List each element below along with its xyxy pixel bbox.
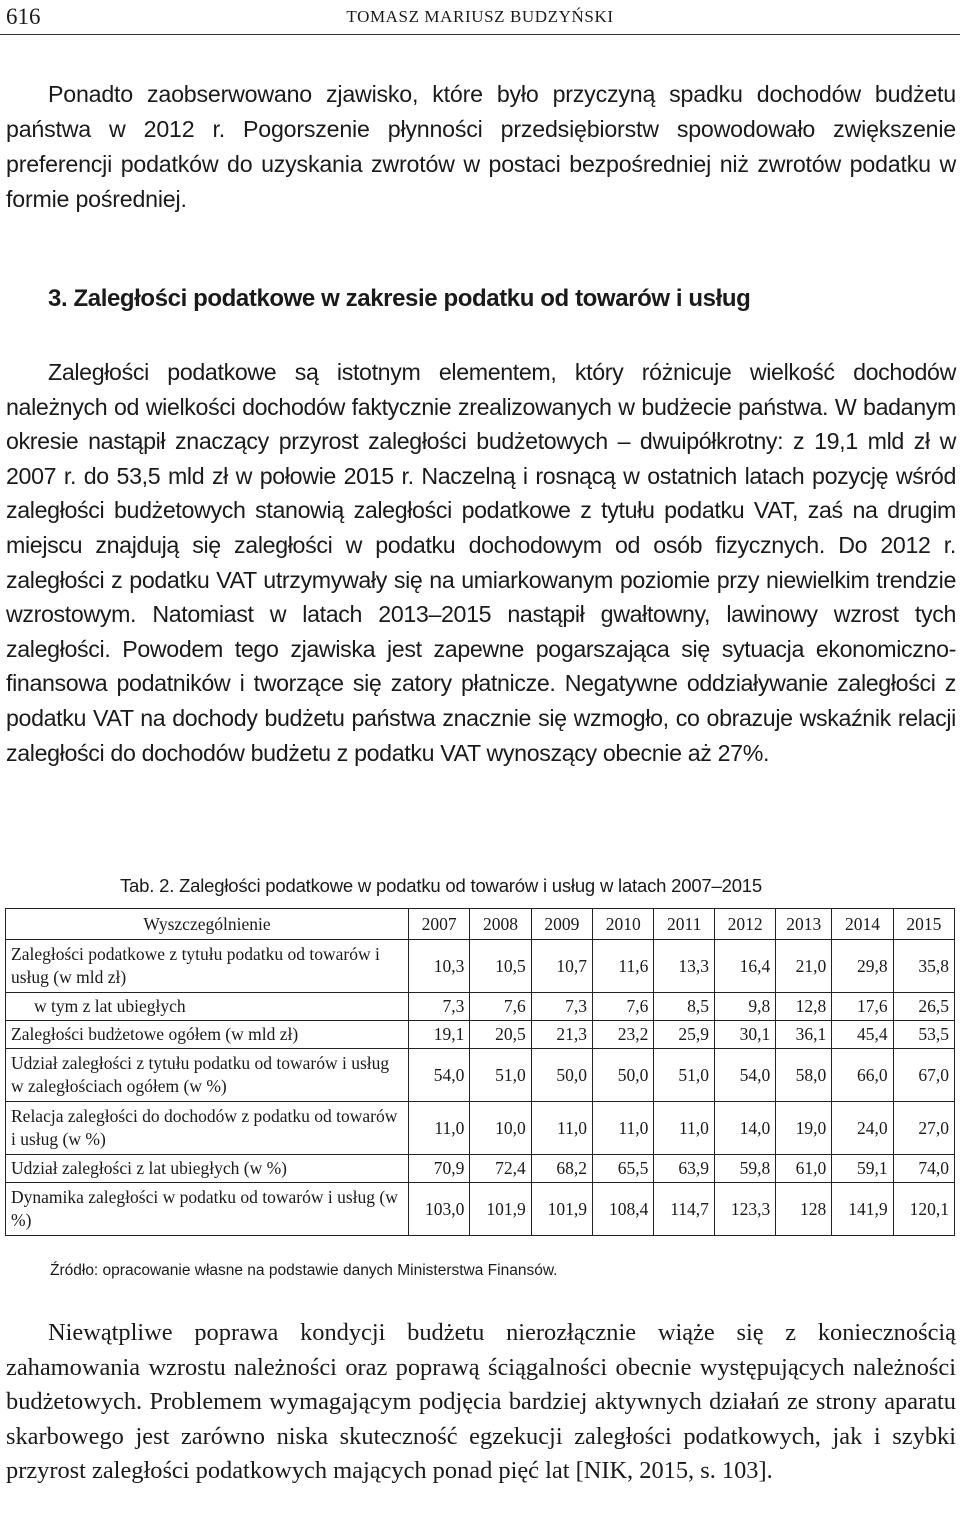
table-cell: 10,0 xyxy=(470,1102,531,1155)
table-cell: 72,4 xyxy=(470,1155,531,1183)
table-cell: 19,0 xyxy=(776,1102,832,1155)
table-cell: 45,4 xyxy=(832,1021,893,1049)
table-cell: 20,5 xyxy=(470,1021,531,1049)
header-cell-label: Wyszczególnienie xyxy=(6,909,409,940)
row-label: Zaległości podatkowe z tytułu podatku od towarów i usług (w mld zł) xyxy=(6,940,409,993)
vat-arrears-table xyxy=(5,908,955,1236)
table-cell: 24,0 xyxy=(832,1102,893,1155)
table-cell: 11,0 xyxy=(409,1102,470,1155)
table-cell: 11,0 xyxy=(654,1102,715,1155)
table-cell: 128 xyxy=(776,1183,832,1236)
table-cell: 7,6 xyxy=(593,993,654,1021)
table-cell: 25,9 xyxy=(654,1021,715,1049)
table-cell: 35,8 xyxy=(893,940,954,993)
table-cell: 13,3 xyxy=(654,940,715,993)
row-label: Relacja zaległości do dochodów z podatku od towarów i usług (w %) xyxy=(6,1102,409,1155)
table-cell: 59,1 xyxy=(832,1155,893,1183)
table-cell: 70,9 xyxy=(409,1155,470,1183)
row-label: Udział zaległości z lat ubiegłych (w %) xyxy=(6,1155,409,1183)
table-cell: 114,7 xyxy=(654,1183,715,1236)
running-head-author: TOMASZ MARIUSZ BUDZYŃSKI xyxy=(346,7,614,26)
header-cell-year: 2012 xyxy=(714,909,775,940)
table-cell: 101,9 xyxy=(531,1183,592,1236)
table-cell: 11,0 xyxy=(593,1102,654,1155)
page-number: 616 xyxy=(6,4,41,29)
table-cell: 10,7 xyxy=(531,940,592,993)
table-cell: 50,0 xyxy=(531,1049,592,1102)
table-source-note: Źródło: opracowanie własne na podstawie danych Ministerstwa Finansów. xyxy=(50,1262,558,1279)
table-cell: 26,5 xyxy=(893,993,954,1021)
table-cell: 11,0 xyxy=(531,1102,592,1155)
table-row xyxy=(6,1049,955,1102)
paragraph-intro: Ponadto zaobserwowano zjawisko, które było przyczyną spadku dochodów budżetu państwa w 2012 r. Pogorszenie płynności przedsiębiorstw spowodowało zwiększenie preferencji podatków do uzyskania zwrotów w postaci bezpośredniej niż zwrotów podatku w formie pośredniej. xyxy=(6,81,956,212)
header-cell-year: 2009 xyxy=(531,909,592,940)
header-cell-year: 2007 xyxy=(409,909,470,940)
table-cell: 141,9 xyxy=(832,1183,893,1236)
table-cell: 101,9 xyxy=(470,1183,531,1236)
table-cell: 27,0 xyxy=(893,1102,954,1155)
table-cell: 51,0 xyxy=(654,1049,715,1102)
table-cell: 17,6 xyxy=(832,993,893,1021)
paragraph-arrears: Zaległości podatkowe są istotnym elementem, który różnicuje wielkość dochodów należnych od wielkości dochodów faktycznie zrealizowanych w budżecie państwa. W badanym okresie nastąpił znaczący przyrost zaległości budżetowych – dwuipółkrotny: z 19,1 mld zł w 2007 r. do 53,5 mld zł w połowie 2015 r. Naczelną i rosnącą w ostatnich latach pozycję wśród zaległości budżetowych stanowią zaległości podatkowe z tytułu podatku VAT, zaś na drugim miejscu znajdują się zaległości w podatku dochodowym od osób fizycznych. Do 2012 r. zaległości z podatku VAT utrzymywały się na umiarkowanym poziomie przy niewielkim trendzie wzrostowym. Natomiast w latach 2013–2015 nastąpił gwałtowny, lawinowy wzrost tych zaległości. Powodem tego zjawiska jest zapewne pogarszająca się sytuacja ekonomiczno-finansowa podatników i tworzące się zatory płatnicze. Negatywne oddziaływanie zaległości z podatku VAT na dochody budżetu państwa znacznie się wzmogło, co obrazuje wskaźnik relacji zaległości do dochodów budżetu z podatku VAT wynoszący obecnie aż 27%. xyxy=(6,359,956,766)
table-cell: 120,1 xyxy=(893,1183,954,1236)
table-cell: 66,0 xyxy=(832,1049,893,1102)
table-cell: 63,9 xyxy=(654,1155,715,1183)
table-cell: 67,0 xyxy=(893,1049,954,1102)
table-cell: 7,6 xyxy=(470,993,531,1021)
table-row xyxy=(6,993,955,1021)
table-cell: 103,0 xyxy=(409,1183,470,1236)
table-cell: 29,8 xyxy=(832,940,893,993)
table-cell: 8,5 xyxy=(654,993,715,1021)
table-cell: 11,6 xyxy=(593,940,654,993)
table-cell: 21,3 xyxy=(531,1021,592,1049)
table-cell: 30,1 xyxy=(714,1021,775,1049)
table-cell: 68,2 xyxy=(531,1155,592,1183)
row-label: Dynamika zaległości w podatku od towarów i usług (w %) xyxy=(6,1183,409,1236)
table-cell: 61,0 xyxy=(776,1155,832,1183)
table-cell: 53,5 xyxy=(893,1021,954,1049)
page-header xyxy=(0,0,960,34)
table-cell: 54,0 xyxy=(714,1049,775,1102)
header-cell-year: 2014 xyxy=(832,909,893,940)
header-cell-year: 2013 xyxy=(776,909,832,940)
row-label: Udział zaległości z tytułu podatku od towarów i usług w zaległościach ogółem (w %) xyxy=(6,1049,409,1102)
table-cell: 7,3 xyxy=(409,993,470,1021)
paragraph-conclusion: Niewątpliwe poprawa kondycji budżetu nierozłącznie wiąże się z koniecznością zahamowania wzrostu należności oraz poprawą ściągalności obecnie występujących należności budżetowych. Problemem wymagającym podjęcia bardziej aktywnych działań ze strony aparatu skarbowego jest zarówno niska skuteczność egzekucji zaległości podatkowych, jak i szybki przyrost zaległości podatkowych mających ponad pięć lat [NIK, 2015, s. 103]. xyxy=(6,1319,956,1484)
table-cell: 51,0 xyxy=(470,1049,531,1102)
table-cell: 54,0 xyxy=(409,1049,470,1102)
section-heading: 3. Zaległości podatkowe w zakresie podatku od towarów i usług xyxy=(48,285,751,312)
table-caption: Tab. 2. Zaległości podatkowe w podatku od towarów i usług w latach 2007–2015 xyxy=(120,875,762,896)
header-cell-year: 2011 xyxy=(654,909,715,940)
table-cell: 59,8 xyxy=(714,1155,775,1183)
table-row xyxy=(6,1155,955,1183)
table-cell: 65,5 xyxy=(593,1155,654,1183)
table-cell: 10,5 xyxy=(470,940,531,993)
table-cell: 12,8 xyxy=(776,993,832,1021)
table-cell: 50,0 xyxy=(593,1049,654,1102)
table-cell: 36,1 xyxy=(776,1021,832,1049)
table-row xyxy=(6,1183,955,1236)
table-cell: 108,4 xyxy=(593,1183,654,1236)
header-cell-year: 2010 xyxy=(593,909,654,940)
table-cell: 16,4 xyxy=(714,940,775,993)
table-row xyxy=(6,940,955,993)
header-cell-year: 2015 xyxy=(893,909,954,940)
row-label: w tym z lat ubiegłych xyxy=(6,993,409,1021)
table-cell: 9,8 xyxy=(714,993,775,1021)
table-cell: 10,3 xyxy=(409,940,470,993)
header-rule xyxy=(0,34,960,35)
table-cell: 123,3 xyxy=(714,1183,775,1236)
table-cell: 19,1 xyxy=(409,1021,470,1049)
table-cell: 58,0 xyxy=(776,1049,832,1102)
table-row xyxy=(6,1021,955,1049)
row-label: Zaległości budżetowe ogółem (w mld zł) xyxy=(6,1021,409,1049)
table-header-row xyxy=(6,909,955,940)
header-cell-year: 2008 xyxy=(470,909,531,940)
table-row xyxy=(6,1102,955,1155)
table-cell: 14,0 xyxy=(714,1102,775,1155)
table-cell: 21,0 xyxy=(776,940,832,993)
table-cell: 74,0 xyxy=(893,1155,954,1183)
table-cell: 23,2 xyxy=(593,1021,654,1049)
table-cell: 7,3 xyxy=(531,993,592,1021)
